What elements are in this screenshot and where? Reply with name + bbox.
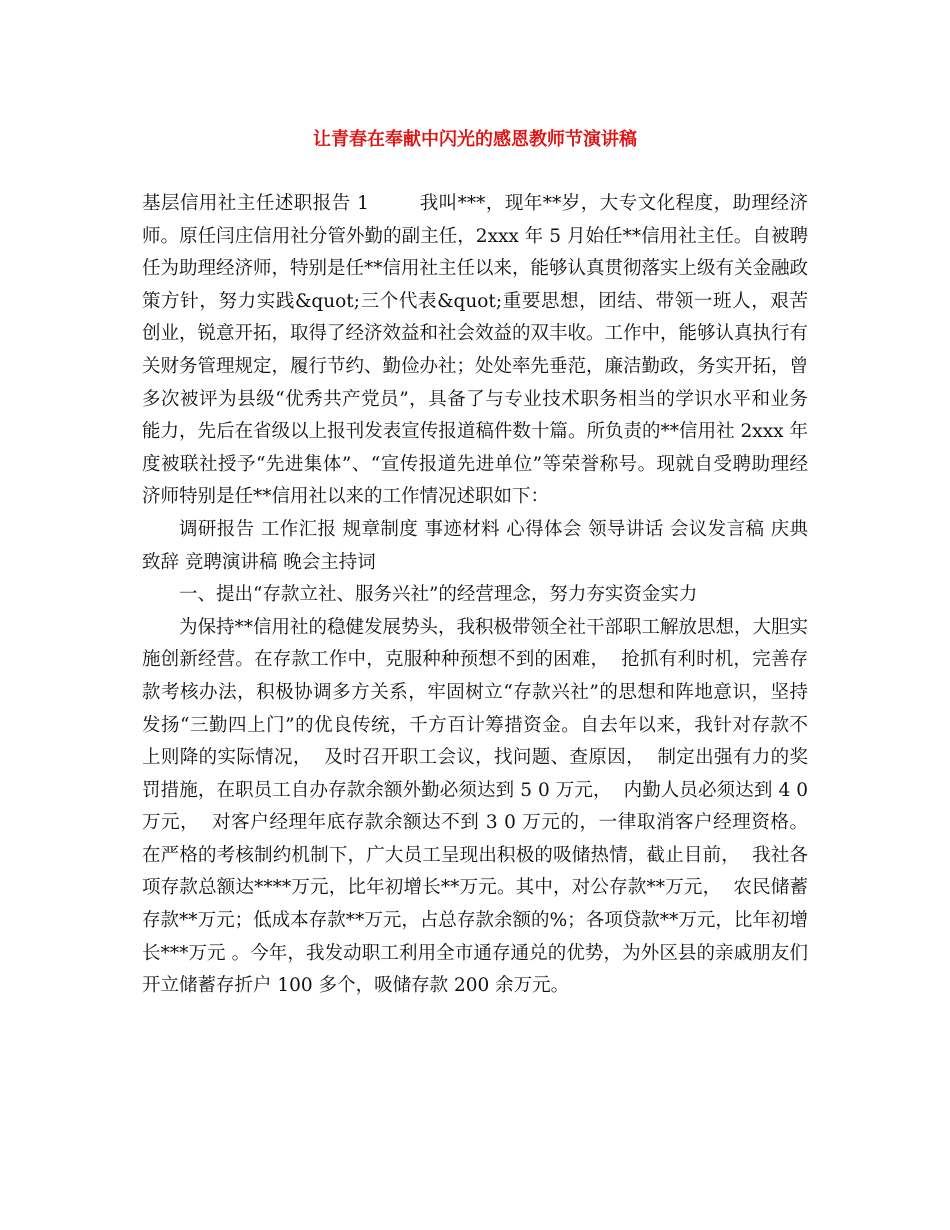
paragraph-deposit-work: 为保持**信用社的稳健发展势头，我积极带领全社干部职工解放思想，大胆实施创新经营。在存款工作中，克服种种预想不到的困难， 抢抓有利时机，完善存款考核办法，积极协调多方关系，牢固树立“存款兴社”的思想和阵地意识，坚持发扬“三勤四上门”的优良传统，千方百计筹措资金。自去年以来，我针对存款不上则降的实际情况， 及时召开职工会议，找问题、查原因， 制定出强有力的奖罚措施，在职员工自办存款余额外勤必须达到 5 0 万元， 内勤人员必须达到 4 0 万元， 对客户经理年底存款余额达不到 3 0 万元的，一律取消客户经理资格。 在严格的考核制约机制下，广大员工呈现出积极的吸储热情，截止目前， 我社各项存款总额达****万元，比年初增长**万元。其中，对公存款**万元， 农民储蓄存款**万元；低成本存款**万元，占总存款余额的%；各项贷款**万元，比年初增长***万元 。今年，我发动职工利用全市通存通兑的优势，为外区县的亲戚朋友们开立储蓄存折户 100 多个，吸储存款 200 余万元。 bbox=[142, 616, 820, 997]
paragraph-section-heading: 一、提出“存款立社、服务兴社”的经营理念，努力夯实资金实力 bbox=[179, 584, 698, 606]
document-body bbox=[142, 188, 820, 1003]
document-title: 让青春在奉献中闪光的感恩教师节演讲稿 bbox=[313, 129, 637, 150]
paragraph-category-links: 调研报告 工作汇报 规章制度 事迹材料 心得体会 领导讲话 会议发言稿 庆典致辞 竞聘演讲稿 晚会主持词 bbox=[142, 518, 808, 573]
paragraph-intro: 基层信用社主任述职报告 1 我叫***，现年**岁，大专文化程度，助理经济师。原任闫庄信用社分管外勤的副主任，2xxx 年 5 月始任**信用社主任。自被聘任为助理经济师，特别是任**信用社主任以来，能够认真贯彻落实上级有关金融政策方针，努力实践&quot;三个代表&quot;重要思想，团结、带领一班人，艰苦创业，锐意开拓，取得了经济效益和社会效益的双丰收。工作中，能够认真执行有关财务管理规定，履行节约、勤俭办社；处处率先垂范，廉洁勤政，务实开拓，曾多次被评为县级“优秀共产党员”，具备了与专业技术职务相当的学识水平和业务能力，先后在省级以上报刊发表宣传报道稿件数十篇。所负责的**信用社 2xxx 年度被联社授予“先进集体”、“宣传报道先进单位”等荣誉称号。现就自受聘助理经济师特别是任**信用社以来的工作情况述职如下： bbox=[142, 193, 809, 508]
